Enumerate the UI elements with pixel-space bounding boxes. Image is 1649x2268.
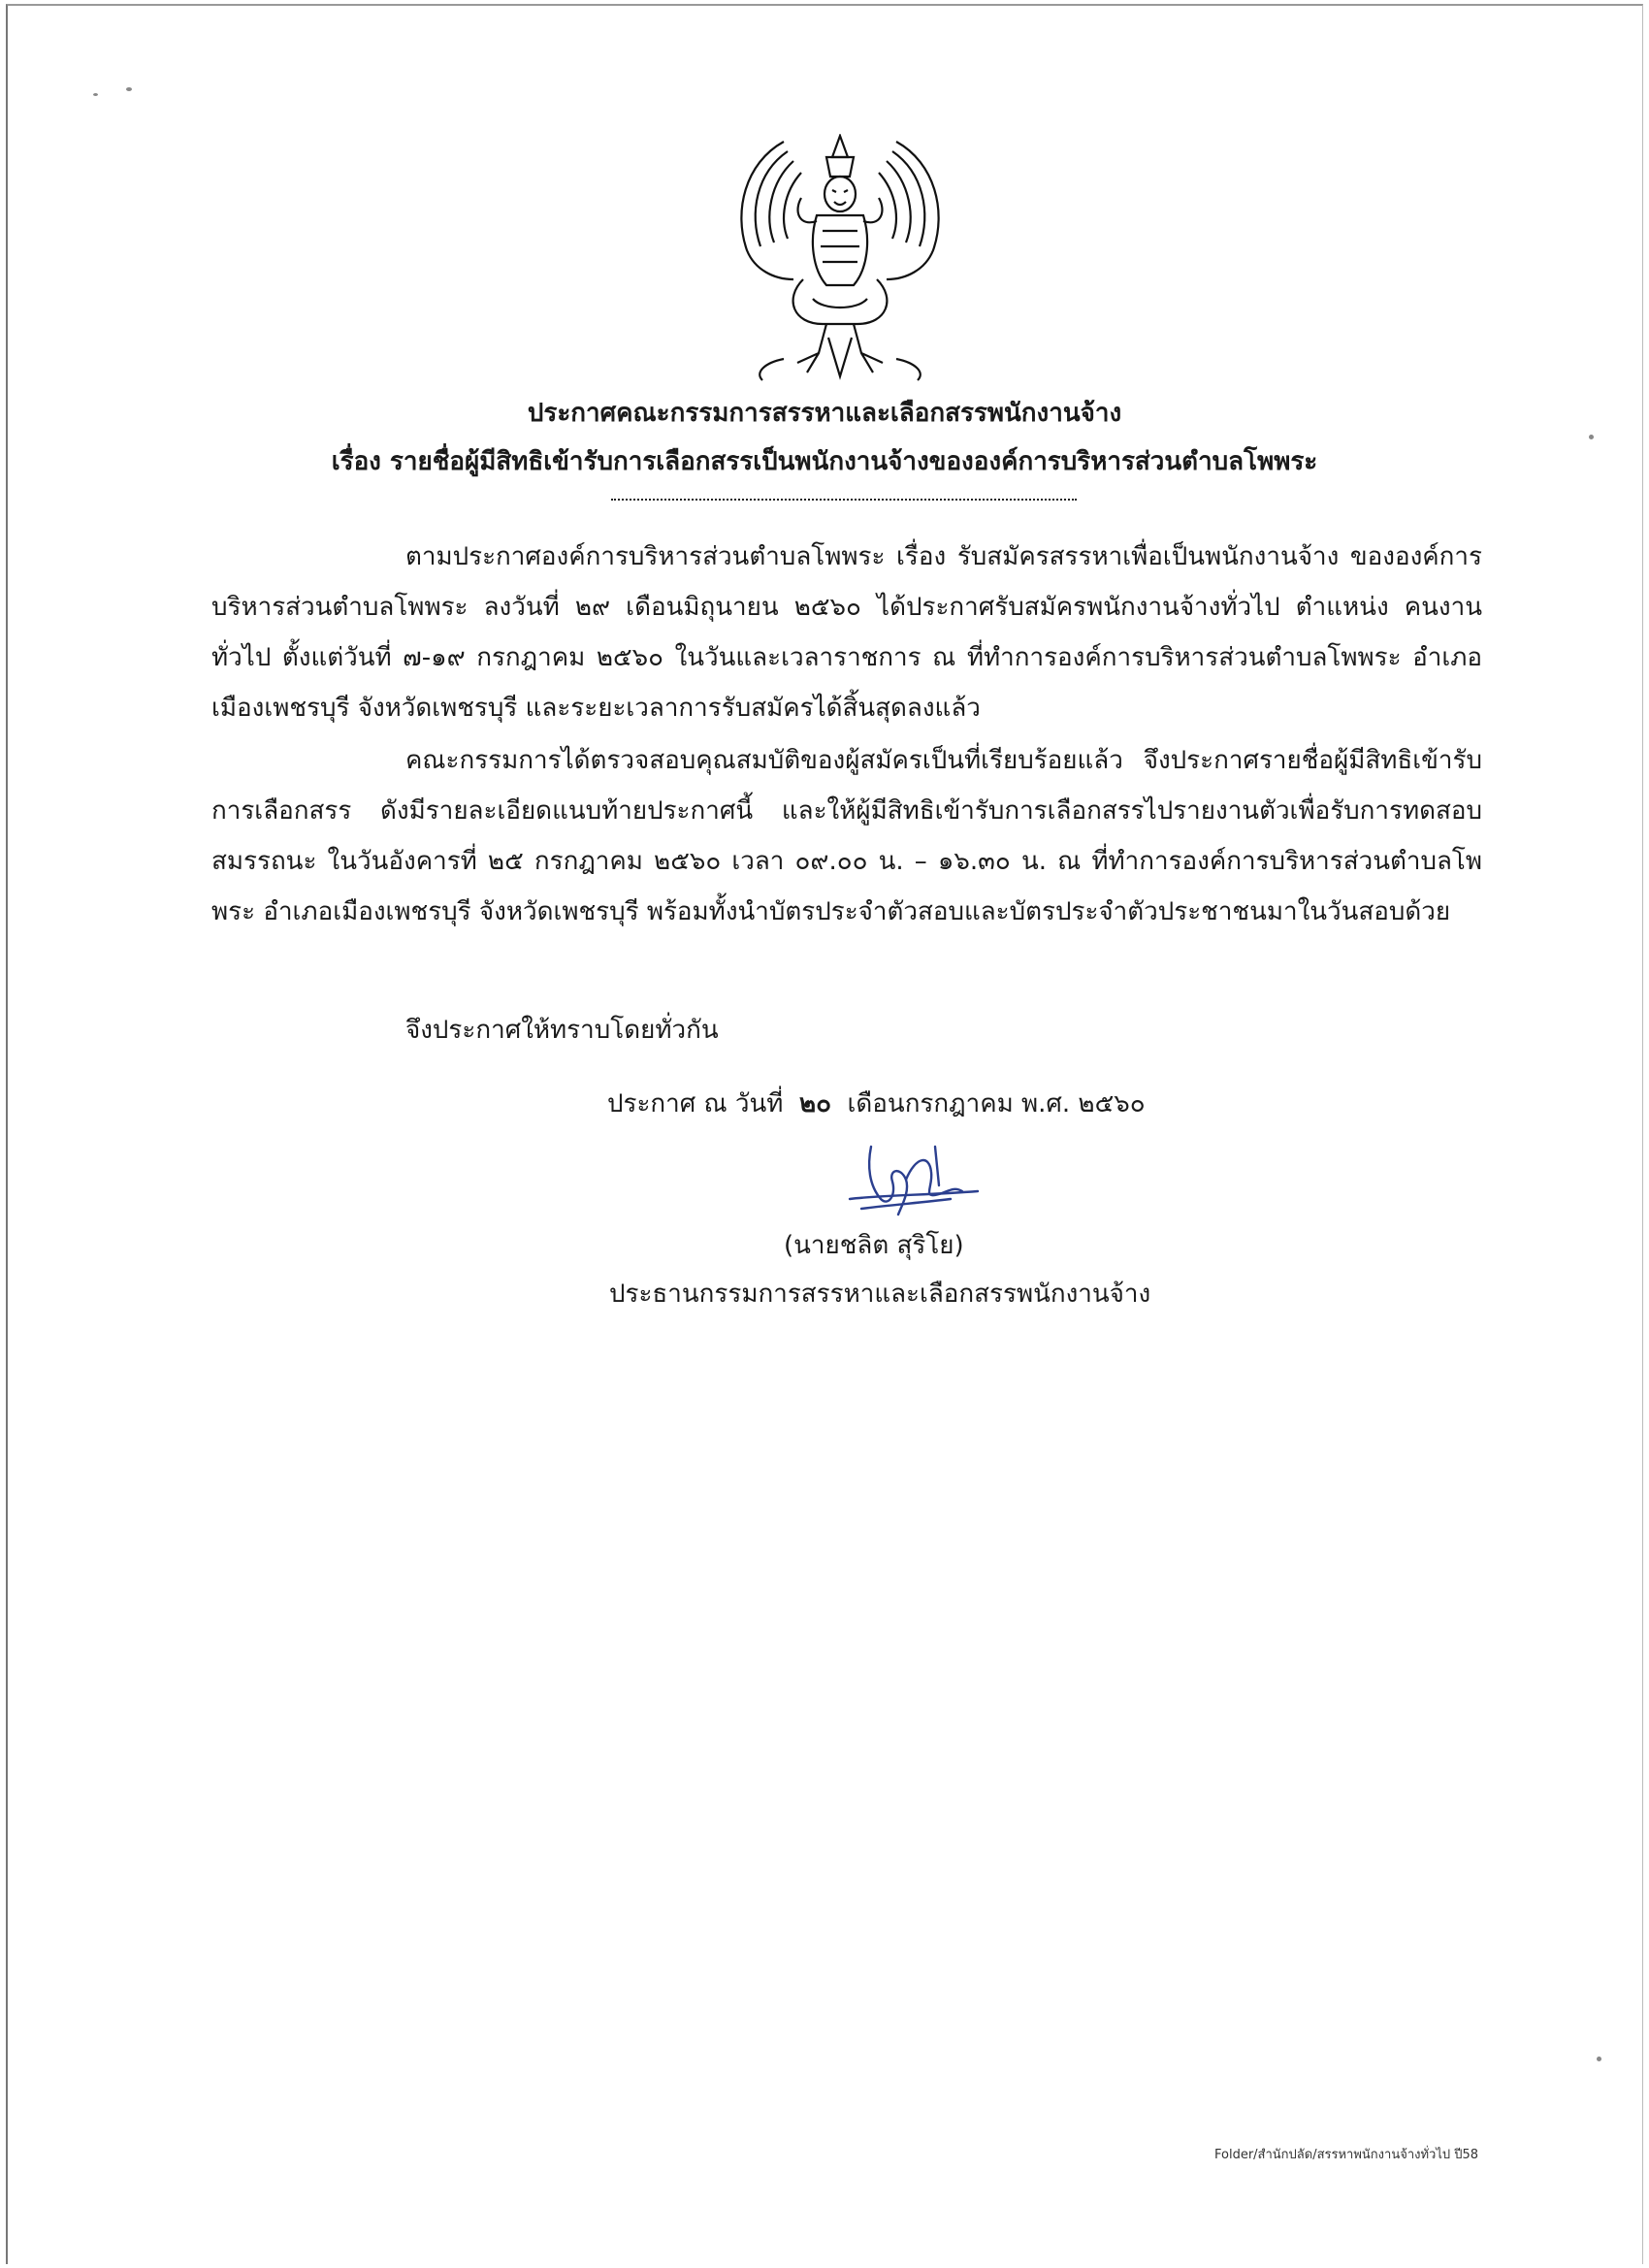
scan-speck [1597, 2057, 1601, 2061]
body-paragraph-3: จึงประกาศให้ทราบโดยทั่วกัน [405, 1016, 719, 1045]
signer-position: ประธานกรรมการสรรหาและเลือกสรรพนักงานจ้าง [609, 1280, 1151, 1309]
issue-date-line [607, 1079, 1146, 1129]
issue-date-day: ๒๐ [798, 1089, 831, 1118]
scan-speck [93, 93, 98, 96]
body-paragraph-2: คณะกรรมการได้ตรวจสอบคุณสมบัติของผู้สมัครเป็นที่เรียบร้อยแล้ว จึงประกาศรายชื่อผู้มีสิทธิเข้ารับการเลือกสรร ดังมีรายละเอียดแนบท้ายประกาศนี้ และให้ผู้มีสิทธิเข้ารับการเลือกสรรไปรายงานตัวเพื่อรับการทดสอบสมรรถนะ ในวันอังคารที่ ๒๕ กรกฎาคม ๒๕๖๐ เวลา ๐๙.๐๐ น. – ๑๖.๓๐ น. ณ ที่ทำการองค์การบริหารส่วนตำบลโพพระ อำเภอเมืองเพชรบุรี จังหวัดเพชรบุรี พร้อมทั้งนำบัตรประจำตัวสอบและบัตรประจำตัวประชาชนมาในวันสอบด้วย [211, 746, 1482, 926]
title-divider [611, 499, 1077, 501]
file-path-footer: Folder/สำนักปลัด/สรรหาพนักงานจ้างทั่วไป ปี58 [1214, 2148, 1479, 2162]
issue-date-suffix: เดือนกรกฎาคม พ.ศ. ๒๕๖๐ [847, 1089, 1146, 1118]
scan-speck [126, 87, 132, 91]
announcement-subject: เรื่อง รายชื่อผู้มีสิทธิเข้ารับการเลือกสรรเป็นพนักงานจ้างขององค์การบริหารส่วนตำบลโพพระ [331, 447, 1318, 476]
scan-speck [1589, 435, 1594, 439]
body-paragraph-1: ตามประกาศองค์การบริหารส่วนตำบลโพพระ เรื่อง รับสมัครสรรหาเพื่อเป็นพนักงานจ้าง ขององค์การบริหารส่วนตำบลโพพระ ลงวันที่ ๒๙ เดือนมิถุนายน ๒๕๖๐ ได้ประกาศรับสมัครพนักงานจ้างทั่วไป ตำแหน่ง คนงานทั่วไป ตั้งแต่วันที่ ๗-๑๙ กรกฎาคม ๒๕๖๐ ในวันและเวลาราชการ ณ ที่ทำการองค์การบริหารส่วนตำบลโพพระ อำเภอเมืองเพชรบุรี จังหวัดเพชรบุรี และระยะเวลาการรับสมัครได้สิ้นสุดลงแล้ว [211, 542, 1482, 723]
announcement-title: ประกาศคณะกรรมการสรรหาและเลือกสรรพนักงานจ้าง [527, 399, 1122, 428]
handwritten-signature [842, 1137, 987, 1224]
issue-date-prefix: ประกาศ ณ วันที่ [607, 1089, 784, 1118]
garuda-emblem-icon [726, 134, 954, 386]
signer-name: (นายชลิต สุริโย) [784, 1231, 964, 1260]
